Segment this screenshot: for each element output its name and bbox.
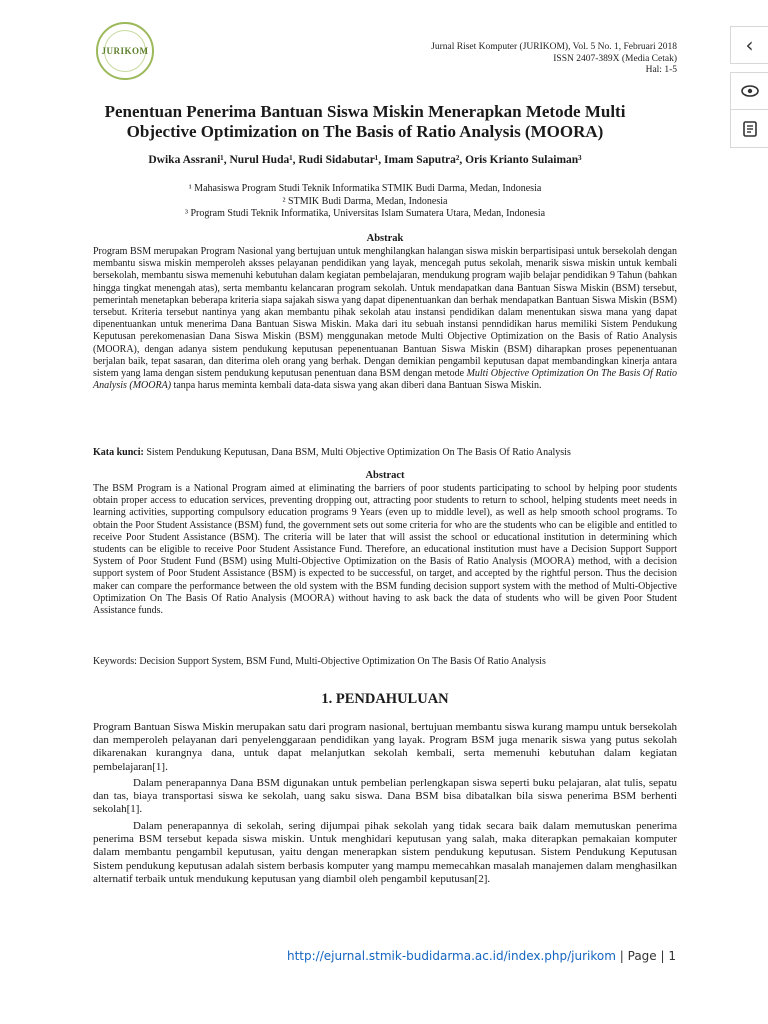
affiliation-3: ³ Program Studi Teknik Informatika, Universitas Islam Sumatera Utara, Medan, Indonesia (184, 208, 546, 219)
footer-separator: | Page | (615, 949, 669, 963)
page-number: 1 (668, 949, 676, 963)
journal-url-link[interactable]: http://ejurnal.stmik-budidarma.ac.id/index.php/jurikom (287, 949, 616, 963)
notes-button[interactable] (730, 110, 768, 148)
abstract-paragraph: The BSM Program is a National Program aimed at eliminating the barriers of poor students participating to school by helping poor students obtain proper access to education services, preventing dropping out, attracting poor students to return to school, helping students meet needs in learning activities, supporting compulsory education programs 9 Years (even up to middle level), as well as help smooth school programs. To obtain the Poor Student Assistance (BSM) fund, the government sets out some criteria for who are the students who can be eligible and entitled to receive Poor Student Assistance (BSM). The criteria will be later that will assist the school or educational institution in determining which students can be eligible to receive Poor Student Assistance Fund. Therefore, an educational institution must have a Decision Support Support System of Poor Student Fund (BSM) using Multi-Objective Optimization on the Basis of Ratio Analysis (MOORA) method, with a decision support system of Poor Student Assistance (BSM) is expected to be successful, on target, and accepted by the rightful person. Thus the decision maker can compare the performance between the old system with the BSM funding decision support system with the method of Multi-Objective Optimization On The Basis Of Ratio Analysis (MOORA) without having to ask back the data of students who will be given Poor Student Assistance funds. (93, 483, 677, 617)
chevron-left-icon: ‹ (745, 33, 754, 57)
notes-icon (743, 121, 757, 137)
journal-line-1: Jurnal Riset Komputer (JURIKOM), Vol. 5 No. 1, Februari 2018 (431, 42, 677, 52)
view-button[interactable] (730, 72, 768, 110)
intro-paragraph-1: Program Bantuan Siswa Miskin merupakan satu dari program nasional, bertujuan membantu siswa kurang mampu untuk bersekolah dan memperoleh pelayanan dari penyelenggaraan pendidikan yang layak. Program BSM juga menarik siswa yang putus sekolah dikarenakan kurangnya dana, untuk dapat melanjutkan sekolah kembali, serta memenuhi kebutuhan dalam kegiatan pembelajaran[1]. (93, 721, 677, 773)
affiliation-1: ¹ Mahasiswa Program Studi Teknik Informatika STMIK Budi Darma, Medan, Indonesia (188, 183, 542, 194)
section-heading-pendahuluan: 1. PENDAHULUAN (321, 691, 449, 707)
journal-line-2: ISSN 2407-389X (Media Cetak) (553, 53, 677, 64)
abstrak-paragraph (93, 246, 677, 392)
title-line-1: Penentuan Penerima Bantuan Siswa Miskin Menerapkan Metode Multi (104, 102, 626, 121)
kata-kunci-label: Kata kunci: (93, 447, 144, 458)
abstrak-italic: Multi Objective Optimization On The Basis Of Ratio Analysis (MOORA) (93, 368, 677, 392)
journal-line-3: Hal: 1-5 (645, 65, 677, 75)
abstrak-tail: tanpa harus meminta kembali data-data siswa yang akan diberi dana Bantuan Siswa Miskin. (171, 380, 542, 392)
kata-kunci-text: Sistem Pendukung Keputusan, Dana BSM, Multi Objective Optimization On The Basis Of Ratio Analysis (143, 447, 571, 458)
journal-info (431, 42, 677, 77)
abstrak-heading: Abstrak (366, 233, 404, 244)
logo-text: JURIKOM (101, 46, 149, 56)
page-footer (287, 949, 676, 963)
right-toolbar (730, 26, 768, 148)
intro-paragraph-2: Dalam penerapannya Dana BSM digunakan untuk pembelian perlengkapan siswa seperti buku pelajaran, alat tulis, sepatu dan tas, biaya transportasi siswa ke sekolah, uang saku siswa. Dana BSM bisa dibatalkan bila siswa penerima BSM berhenti sekolah[1]. (93, 777, 677, 816)
keywords: Keywords: Decision Support System, BSM Fund, Multi-Objective Optimization On The Basis Of Ratio Analysis (93, 656, 546, 667)
journal-logo (96, 22, 154, 80)
title-line-2: Objective Optimization on The Basis of Ratio Analysis (MOORA) (126, 122, 604, 141)
affiliations (80, 183, 650, 221)
intro-paragraph-3: Dalam penerapannya di sekolah, sering dijumpai pihak sekolah yang tidak secara baik dalam memutuskan penerima penerima BSM tersebut kepada siswa miskin. Untuk menghidari keputusan yang salah, maka diterapkan pemakaian komputer dalam membantu pengambil keputusan, yaitu dengan menerapkan sistem pendukung keputusan. Sistem Pendukung Keputusan Sistem pendukung keputusan adalah sistem berbasis komputer yang mampu memecahkan masalah manajemen dalam menghasilkan alternatif terbaik untuk mendukung keputusan yang diambil oleh pengambil keputusan[2]. (93, 820, 677, 885)
collapse-button[interactable] (730, 26, 768, 64)
abstrak-text: Program BSM merupakan Program Nasional yang bertujuan untuk menghilangkan halangan siswa miskin berpartisipasi untuk bersekolah dengan membantu siswa miskin memperoleh aksses pelayanan pendidikan yang layak, mencegah putus sekolah, menarik siswa miskin untuk kembali bersekolah, membantu siswa memenuhi kebutuhan dalam kegiatan pembelajaran, mendukung program wajib belajar pendidikan 9 Tahun (bahkan hingga tingkat menengah atas), serta membantu kelancaran program sekolah. Untuk mendapatkan dana Bantuan Siswa Miskin (BSM) tersebut, pemerintah menetapkan beberapa kriteria siapa sajakah siswa yang dapat dipenentuankan dan berhak mendapatkan Bantuan Siswa Miskin (BSM) tersebut. Kriteria tersebut nantinya yang akan membantu pihak sekolah atau instansi pendidikan dalam menentukan siswa mana yang dapat dipenentuankan untuk menerima Dana Bantuan Siswa Miskin. Maka dari itu sebuah instansi penndidikan harus memiliki Sistem Pendukung Keputusan perekomenasian Dana Siswa Miskin (BSM) menggunakan metode Multi Objective Optimization on the Basis of Ratio Analysis (MOORA), dengan adanya sistem pendukung keputusan pepenentuanan Bantuan Siswa Miskin (BSM) diharapkan proses pepenentuanan berjalan baik, tepat sasaran, dan diterima oleh orang yang berhak. Dengan demikian pengambil keputusan dapat membandingkan kinerja antara sistem yang lama dengan sistem pendukung keputusan penentuan dana BSM dengan metode (93, 246, 677, 380)
kata-kunci (93, 447, 677, 458)
author-list: Dwika Assrani¹, Nurul Huda¹, Rudi Sidabutar¹, Imam Saputra², Oris Krianto Sulaiman³ (148, 154, 582, 166)
paper-title (80, 102, 650, 142)
affiliation-2: ² STMIK Budi Darma, Medan, Indonesia (282, 195, 448, 207)
eye-icon (741, 85, 759, 97)
abstract-heading: Abstract (365, 470, 405, 481)
